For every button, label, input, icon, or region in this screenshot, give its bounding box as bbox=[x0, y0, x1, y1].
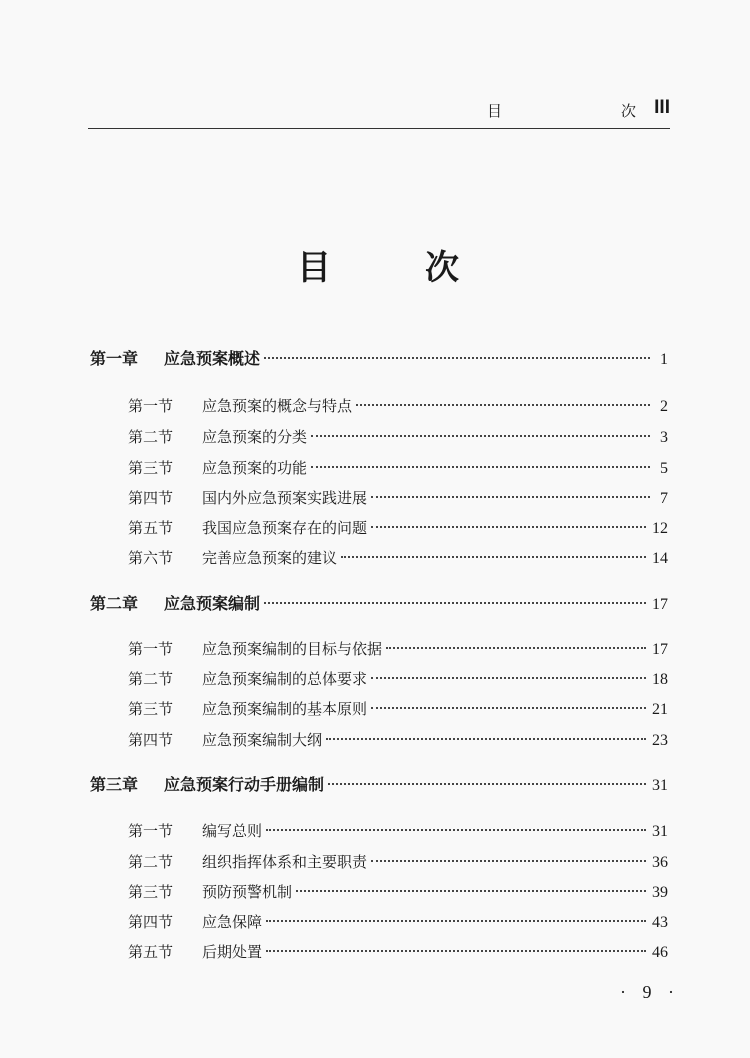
leader-dots bbox=[266, 828, 646, 831]
toc-page-number: 1 bbox=[660, 351, 668, 368]
toc-page-number: 5 bbox=[660, 460, 668, 477]
leader-dots bbox=[371, 676, 646, 679]
toc-page-number: 17 bbox=[652, 641, 668, 658]
leader-dots bbox=[311, 465, 650, 468]
toc-section-row[interactable] bbox=[128, 455, 668, 481]
leader-dots bbox=[296, 889, 646, 892]
toc-title: 应急预案的功能 bbox=[202, 459, 308, 477]
toc-section-row[interactable] bbox=[128, 818, 668, 844]
toc-title: 完善应急预案的建议 bbox=[202, 549, 338, 567]
leader-dots bbox=[328, 782, 646, 785]
toc-section-row[interactable] bbox=[128, 393, 668, 419]
toc-page-number: 21 bbox=[652, 701, 668, 718]
leader-dots bbox=[386, 646, 646, 649]
toc-number: 第一节 bbox=[128, 640, 174, 658]
toc-chapter-row[interactable] bbox=[90, 591, 668, 617]
toc-number: 第三节 bbox=[128, 459, 174, 477]
toc-number: 第二节 bbox=[128, 428, 174, 446]
leader-dots bbox=[266, 949, 646, 952]
toc-section-row[interactable] bbox=[128, 696, 668, 722]
toc-number: 第三节 bbox=[128, 883, 174, 901]
toc-page-number: 39 bbox=[652, 884, 668, 901]
page-title-part2: 次 bbox=[425, 248, 459, 288]
toc-page-number: 3 bbox=[660, 429, 668, 446]
leader-dots bbox=[311, 434, 650, 437]
toc-section-row[interactable] bbox=[128, 545, 668, 571]
toc-section-row[interactable] bbox=[128, 879, 668, 905]
toc-page-number: 18 bbox=[652, 671, 668, 688]
leader-dots bbox=[264, 601, 646, 604]
toc-title: 编写总则 bbox=[202, 822, 263, 840]
toc-title: 应急预案行动手册编制 bbox=[164, 775, 325, 794]
running-header-left: 目 bbox=[486, 102, 502, 120]
page-folio: · 9 · bbox=[620, 982, 680, 1002]
toc-page-number: 43 bbox=[652, 914, 668, 931]
toc-title: 应急预案编制 bbox=[164, 594, 261, 613]
toc-title: 应急预案编制的总体要求 bbox=[202, 670, 368, 688]
leader-dots bbox=[371, 859, 646, 862]
toc-page-number: 36 bbox=[652, 854, 668, 871]
running-header-right: 次 bbox=[620, 102, 636, 120]
toc-number: 第四节 bbox=[128, 489, 174, 507]
toc-title: 应急预案编制的基本原则 bbox=[202, 700, 368, 718]
leader-dots bbox=[264, 356, 650, 359]
toc-page-number: 46 bbox=[652, 944, 668, 961]
toc-section-row[interactable] bbox=[128, 727, 668, 753]
toc-page-number: 31 bbox=[652, 777, 668, 794]
toc-number: 第一章 bbox=[90, 349, 139, 368]
toc-page-number: 23 bbox=[652, 732, 668, 749]
toc-title: 预防预警机制 bbox=[202, 883, 293, 901]
toc-title: 应急预案编制的目标与依据 bbox=[202, 640, 383, 658]
toc-title: 组织指挥体系和主要职责 bbox=[202, 853, 368, 871]
toc-chapter-row[interactable] bbox=[90, 346, 668, 372]
toc-number: 第一节 bbox=[128, 397, 174, 415]
toc-number: 第四节 bbox=[128, 731, 174, 749]
leader-dots bbox=[371, 525, 646, 528]
toc-title: 国内外应急预案实践进展 bbox=[202, 489, 368, 507]
toc-title: 应急保障 bbox=[202, 913, 263, 931]
toc-title: 应急预案的分类 bbox=[202, 428, 308, 446]
toc-page-number: 31 bbox=[652, 823, 668, 840]
toc-number: 第六节 bbox=[128, 549, 174, 567]
toc-section-row[interactable] bbox=[128, 909, 668, 935]
toc-section-row[interactable] bbox=[128, 424, 668, 450]
toc-section-row[interactable] bbox=[128, 666, 668, 692]
toc-number: 第二节 bbox=[128, 853, 174, 871]
toc-title: 应急预案的概念与特点 bbox=[202, 397, 353, 415]
toc-number: 第一节 bbox=[128, 822, 174, 840]
toc-number: 第二节 bbox=[128, 670, 174, 688]
leader-dots bbox=[266, 919, 646, 922]
leader-dots bbox=[326, 737, 646, 740]
toc-section-row[interactable] bbox=[128, 515, 668, 541]
toc-section-row[interactable] bbox=[128, 849, 668, 875]
toc-number: 第三节 bbox=[128, 700, 174, 718]
toc-section-row[interactable] bbox=[128, 939, 668, 965]
toc-number: 第五节 bbox=[128, 519, 174, 537]
toc-chapter-row[interactable] bbox=[90, 772, 668, 798]
toc-page-number: 12 bbox=[652, 520, 668, 537]
leader-dots bbox=[356, 403, 650, 406]
leader-dots bbox=[371, 495, 650, 498]
toc-title: 我国应急预案存在的问题 bbox=[202, 519, 368, 537]
page-title-part1: 目 bbox=[297, 248, 331, 288]
running-header bbox=[88, 96, 670, 129]
leader-dots bbox=[341, 555, 646, 558]
toc-page-number: 7 bbox=[660, 490, 668, 507]
toc-section-row[interactable] bbox=[128, 636, 668, 662]
running-header-page-roman: III bbox=[654, 97, 670, 118]
toc-number: 第五节 bbox=[128, 943, 174, 961]
toc-number: 第四节 bbox=[128, 913, 174, 931]
toc-page-number: 17 bbox=[652, 596, 668, 613]
toc-title: 应急预案编制大纲 bbox=[202, 731, 323, 749]
toc-section-row[interactable] bbox=[128, 485, 668, 511]
toc-title: 后期处置 bbox=[202, 943, 263, 961]
leader-dots bbox=[371, 706, 646, 709]
toc-page-number: 14 bbox=[652, 550, 668, 567]
toc-number: 第二章 bbox=[90, 594, 139, 613]
toc-page-number: 2 bbox=[660, 398, 668, 415]
toc-number: 第三章 bbox=[90, 775, 139, 794]
toc-title: 应急预案概述 bbox=[164, 349, 261, 368]
